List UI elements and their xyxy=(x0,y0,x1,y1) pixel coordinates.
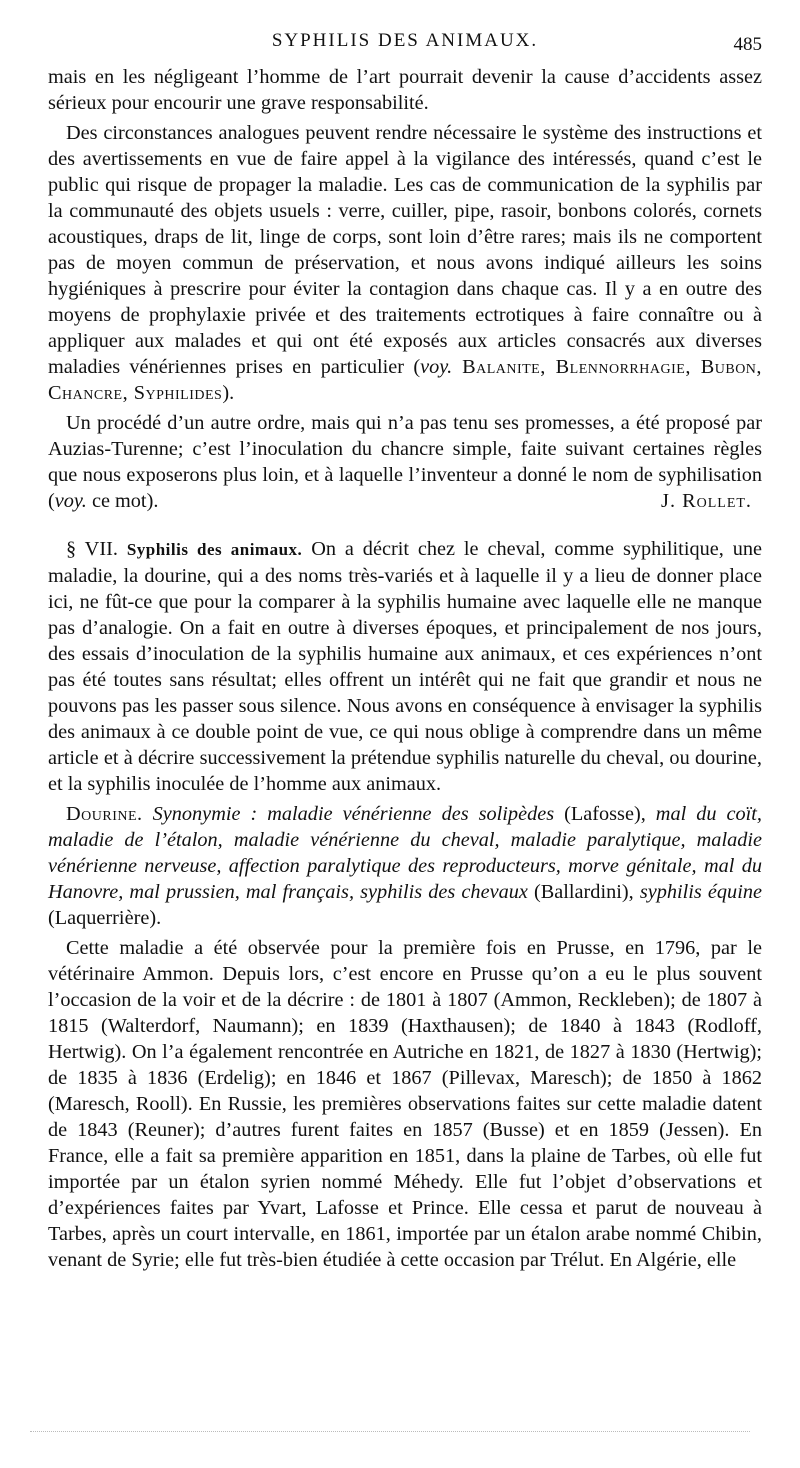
paragraph-3-end: ce mot). xyxy=(86,490,159,512)
paragraph-2-text: Des circonstances analogues peuvent rendre nécessaire le système des instructions et des avertissements en vue de faire appel à la vigilance des intéressés, quand c’est le public qui risque de propager la maladie. Les cas de communication de la syphilis par la communauté des objets usuels : verre, cuiller, pipe, rasoir, bonbons colorés, cornets acoustiques, draps de lit, linge de corps, sont loin d’être rares; mais ils ne comportent pas de moyen commun de préservation, et nous avons indiqué ailleurs les soins hygiéniques à prescrire pour éviter la contagion dans chaque cas. Il y a en outre des moyens de prophylaxie privée et des traitements ectrotiques à faire connaître ou à appliquer aux malades et qui ont été exposés aux articles consacrés aux diverses maladies vénériennes prises en particulier ( xyxy=(48,122,762,378)
page-number: 485 xyxy=(733,34,762,55)
synonymy-citation-1: (Lafosse), xyxy=(554,803,656,825)
dourine-synonymy xyxy=(48,801,762,931)
cross-references: Balanite, Blennorrhagie, Bubon, Chancre, Syphilides xyxy=(48,356,762,404)
author-signature: J. Rollet. xyxy=(661,490,752,512)
voy-abbrev: voy. xyxy=(54,490,87,512)
footer-rule xyxy=(30,1431,750,1432)
paragraph-2-end: ). xyxy=(222,382,235,404)
running-title: SYPHILIS DES ANIMAUX. xyxy=(271,30,539,51)
term-dourine: Dourine. xyxy=(66,803,143,825)
synonymy-last: syphilis équine xyxy=(639,881,762,903)
section-heading: Syphilis des animaux. xyxy=(126,540,303,559)
section-vii-text: On a décrit chez le cheval, comme syphilitique, une maladie, la dourine, qui a des noms très-variés et à laquelle il y a lieu de donner place ici, ne fût-ce que pour la comparer à la syphilis humaine avec laquelle elle ne manque pas d’analogie. On a fait en outre à diverses époques, et principalement de nos jours, des essais d’inoculation de la syphilis humaine aux animaux, et ces expériences n’ont pas été toutes sans résultat; elles offrent un intérêt qui ne fait que grandir et nous ne pouvons pas les passer sous silence. Nous avons en conséquence à envisager la syphilis des animaux à ce double point de vue, ce qui nous oblige à comprendre dans un même article et à décrire successivement la prétendue syphilis naturelle du cheval, ou dourine, et la syphilis inoculée de l’homme aux animaux. xyxy=(48,538,762,795)
paragraph-3 xyxy=(48,410,762,514)
synonymy-list: mal du coït, maladie de l’étalon, maladie vénérienne du cheval, maladie paralytique, maladie vénérienne nerveuse, affection paralytique des reproducteurs, morve génitale, mal du Hanovre, mal prussien, mal français, syphilis des chevaux xyxy=(48,803,763,903)
page-header xyxy=(48,30,762,64)
history-paragraph: Cette maladie a été observée pour la première fois en Prusse, en 1796, par le vétérinaire Ammon. Depuis lors, c’est encore en Prusse qu’on a eu le plus souvent l’occasion de la voir et de la décrire : de 1801 à 1807 (Ammon, Reckleben); de 1807 à 1815 (Walterdorf, Naumann); en 1839 (Haxthausen); de 1840 à 1843 (Rodloff, Hertwig). On l’a également rencontrée en Autriche en 1821, de 1827 à 1830 (Hertwig); de 1835 à 1836 (Erdelig); en 1846 et 1867 (Pillevax, Maresch); de 1850 à 1862 (Maresch, Rooll). En Russie, les premières observations faites sur cette maladie datent de 1843 (Reuner); d’autres furent faites en 1857 (Busse) et en 1859 (Jessen). En France, elle a fait sa première apparition en 1851, dans la plaine de Tarbes, où elle fut importée par un étalon syrien nommé Méhedy. Elle fut l’objet d’observations et d’expériences faites par Yvart, Lafosse et Prince. Elle cessa et parut de nouveau à Tarbes, après un court intervalle, en 1861, importée par un étalon arabe nommé Chibin, venant de Syrie; elle fut très-bien étudiée à cette occasion par Trélut. En Algérie, elle xyxy=(48,937,762,1271)
synonymy-citation-3: (Laquerrière). xyxy=(48,907,162,929)
paragraph-2 xyxy=(48,120,762,406)
synonymy-citation-2: (Ballardini), xyxy=(527,881,640,903)
voy-abbrev: voy. xyxy=(420,356,453,378)
section-vii-paragraph xyxy=(48,536,762,797)
section-number: § VII. xyxy=(66,538,127,560)
paragraph-3-text: Un procédé d’un autre ordre, mais qui n’a pas tenu ses promesses, a été proposé par Auzias-Turenne; c’est l’inoculation du chancre simple, faite suivant certaines règles que nous exposerons plus loin, et à laquelle l’inventeur a donné le nom de syphilisation ( xyxy=(48,412,762,512)
section-spacer xyxy=(48,514,762,536)
paragraph-1: mais en les négligeant l’homme de l’art pourrait devenir la cause d’accidents assez sérieux pour encourir une grave responsabilité. xyxy=(48,66,762,114)
synonymy-label: Synonymie : maladie vénérienne des solipèdes xyxy=(142,803,555,825)
